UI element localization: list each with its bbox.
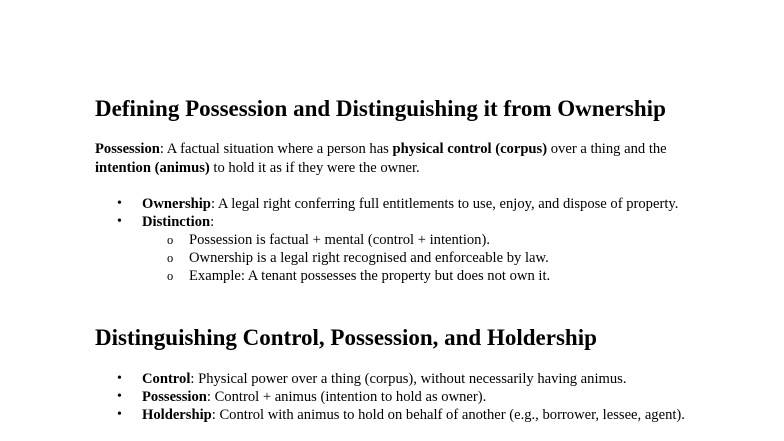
definition-text-1: : A factual situation where a person has xyxy=(159,141,393,157)
possession-definition-paragraph xyxy=(95,140,695,178)
term-possession: Possession xyxy=(142,389,207,405)
distinction-sublist xyxy=(142,231,695,285)
list-item-holdership xyxy=(95,406,695,424)
circle-bullet-icon: o xyxy=(167,233,174,247)
control-possession-holdership-list xyxy=(95,370,695,424)
list-item-possession xyxy=(95,388,695,406)
possession-text: : Control + animus (intention to hold as owner). xyxy=(206,389,487,405)
bullet-icon: • xyxy=(117,196,122,211)
control-text: : Physical power over a thing (corpus), without necessarily having animus. xyxy=(190,371,627,387)
term-control: Control xyxy=(142,371,191,387)
sublist-item xyxy=(142,249,695,267)
section-heading-control-possession-holdership: Distinguishing Control, Possession, and Holdership xyxy=(95,325,597,350)
definition-text-3: to hold it as if they were the owner. xyxy=(209,160,420,176)
list-item-ownership xyxy=(95,195,695,213)
ownership-text: : A legal right conferring full entitlements to use, enjoy, and dispose of property. xyxy=(210,196,679,212)
sublist-item xyxy=(142,231,695,249)
bullet-icon: • xyxy=(117,389,122,404)
list-item-control xyxy=(95,370,695,388)
bullet-icon: • xyxy=(117,407,122,422)
term-intention: intention (animus) xyxy=(95,160,210,176)
sublist-text: Example: A tenant possesses the property but does not own it. xyxy=(189,268,551,284)
sublist-text: Ownership is a legal right recognised and enforceable by law. xyxy=(189,250,549,266)
holdership-text: : Control with animus to hold on behalf of another (e.g., borrower, lessee, agent). xyxy=(211,407,685,423)
definition-text-2: over a thing and the xyxy=(547,141,667,157)
sublist-text: Possession is factual + mental (control + intention). xyxy=(189,232,490,248)
section-heading-possession-ownership: Defining Possession and Distinguishing it from Ownership xyxy=(95,96,666,121)
bullet-icon: • xyxy=(117,371,122,386)
list-item-distinction xyxy=(95,213,695,285)
term-physical-control: physical control (corpus) xyxy=(392,141,548,157)
term-ownership: Ownership xyxy=(142,196,211,212)
term-possession: Possession xyxy=(95,141,160,157)
distinction-text: : xyxy=(210,214,215,230)
term-distinction: Distinction xyxy=(142,214,211,230)
sublist-item xyxy=(142,267,695,285)
bullet-icon: • xyxy=(117,214,122,229)
term-holdership: Holdership xyxy=(142,407,212,423)
circle-bullet-icon: o xyxy=(167,269,174,283)
ownership-distinction-list xyxy=(95,195,695,285)
circle-bullet-icon: o xyxy=(167,251,174,265)
